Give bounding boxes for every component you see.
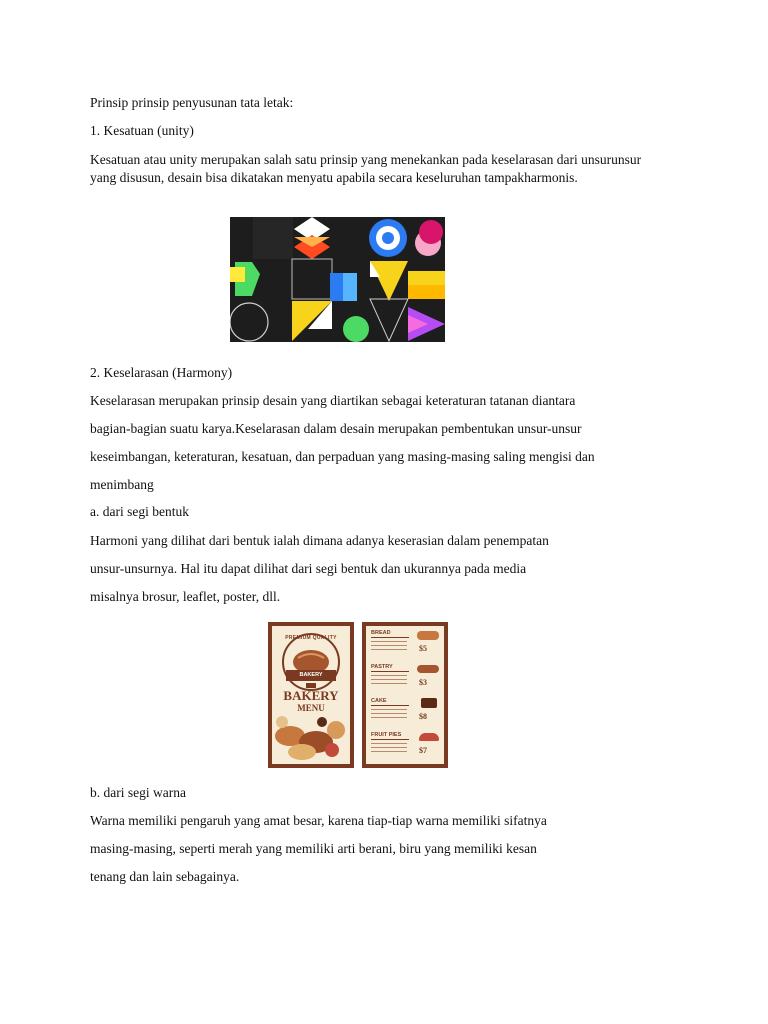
menu-item-price: $8 — [419, 712, 427, 721]
menu-item-name: BREAD — [371, 630, 391, 636]
menu-item — [371, 732, 439, 762]
menu-item — [371, 630, 439, 660]
menu-cover-title: BAKERY — [283, 688, 339, 703]
unity-shapes-graphic — [230, 217, 445, 342]
pastry-picture — [417, 665, 439, 673]
sub-a-line-3: misalnya brosur, leaflet, poster, dll. — [90, 589, 281, 604]
page-heading: Prinsip prinsip penyusunan tata letak: — [90, 95, 294, 110]
menu-cover-subtitle: MENU — [297, 703, 325, 713]
bakery-menu-price-list — [362, 622, 448, 768]
sub-a-title: a. dari segi bentuk — [90, 504, 189, 519]
section-2-line-4: menimbang — [90, 477, 154, 492]
menu-item-price: $3 — [419, 678, 427, 687]
menu-badge-text: PREMIUM QUALITY — [285, 635, 337, 641]
unity-shapes-illustration — [230, 217, 445, 342]
menu-item-name: FRUIT PIES — [371, 732, 402, 738]
menu-item — [371, 698, 439, 728]
fruit-pie-picture — [419, 733, 439, 741]
sub-a-line-1: Harmoni yang dilihat dari bentuk ialah dimana adanya keserasian dalam penempatan — [90, 533, 549, 548]
menu-item-price: $5 — [419, 644, 427, 653]
menu-item-price: $7 — [419, 746, 427, 755]
sub-b-line-3: tenang dan lain sebagainya. — [90, 869, 240, 884]
section-2-line-2: bagian-bagian suatu karya.Keselarasan dalam desain merupakan pembentukan unsur-unsur — [90, 421, 582, 436]
bakery-menu-illustration — [268, 622, 448, 768]
bread-picture — [417, 631, 439, 640]
menu-badge-label: BAKERY — [299, 672, 323, 678]
section-2-line-3: keseimbangan, keteraturan, kesatuan, dan perpaduan yang masing-masing saling mengisi dan — [90, 449, 595, 464]
section-1-title: 1. Kesatuan (unity) — [90, 123, 194, 138]
menu-item-name: CAKE — [371, 698, 387, 704]
section-2-line-1: Keselarasan merupakan prinsip desain yang diartikan sebagai keteraturan tatanan diantara — [90, 393, 576, 408]
section-2-title: 2. Keselarasan (Harmony) — [90, 365, 233, 380]
section-1-line-1: Kesatuan atau unity merupakan salah satu prinsip yang menekankan pada keselarasan dari unsurunsur — [90, 152, 642, 167]
sub-b-line-2: masing-masing, seperti merah yang memiliki arti berani, biru yang memiliki kesan — [90, 841, 537, 856]
section-1-line-2: yang disusun, desain bisa dikatakan menyatu apabila secara keseluruhan tampakharmonis. — [90, 170, 578, 185]
sub-a-line-2: unsur-unsurnya. Hal itu dapat dilihat dari segi bentuk dan ukurannya pada media — [90, 561, 527, 576]
sub-b-title: b. dari segi warna — [90, 785, 186, 800]
sub-b-line-1: Warna memiliki pengaruh yang amat besar, karena tiap-tiap warna memiliki sifatnya — [90, 813, 547, 828]
cake-picture — [421, 698, 437, 708]
bakery-menu-cover — [268, 622, 354, 768]
menu-item-name: PASTRY — [371, 664, 393, 670]
menu-item — [371, 664, 439, 694]
